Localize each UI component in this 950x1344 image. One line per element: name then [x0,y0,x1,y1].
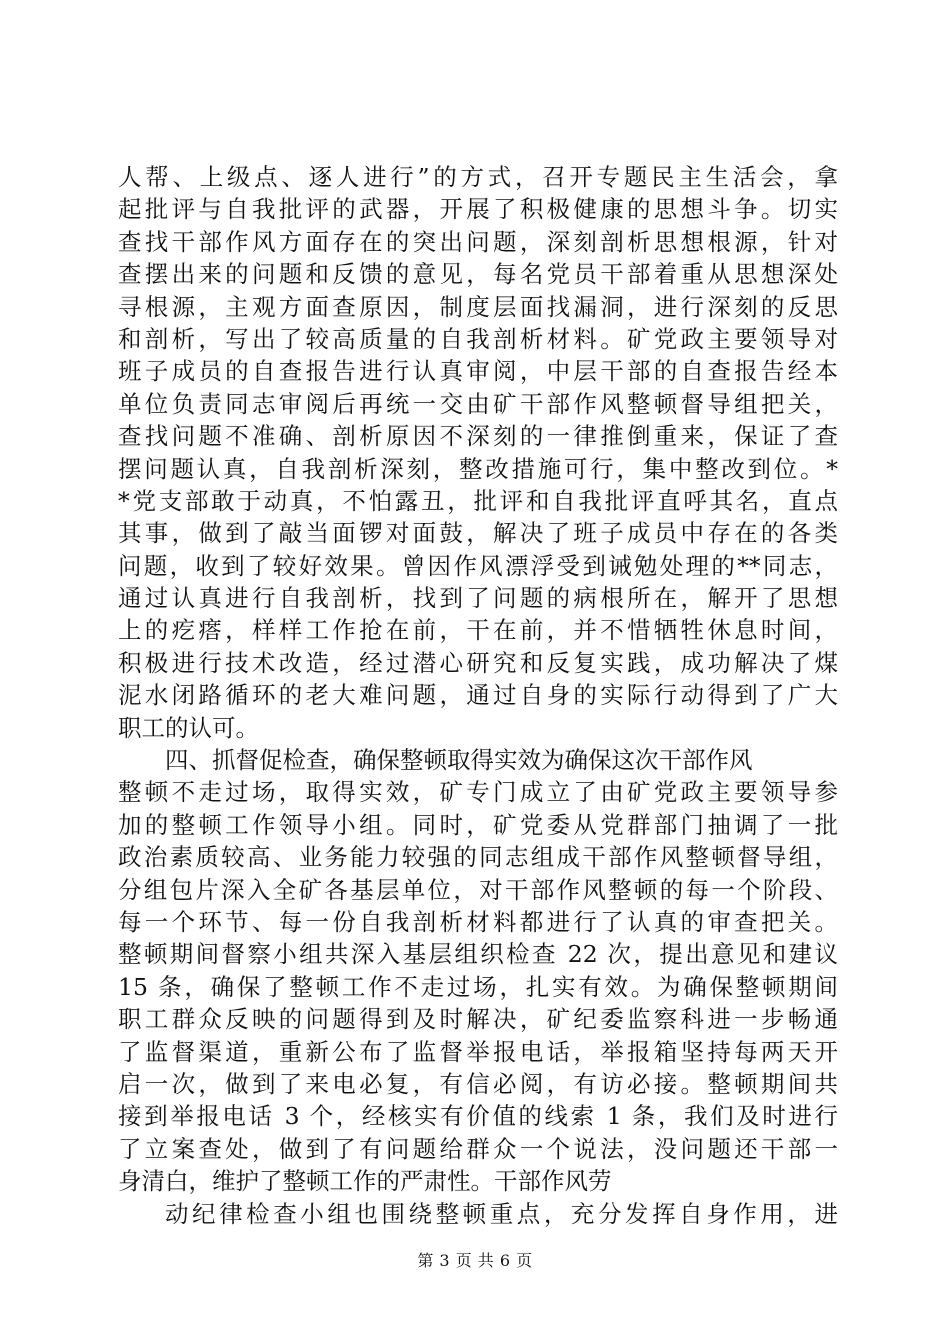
text-line: 摆问题认真，自我剖析深刻，整改措施可行，集中整改到位。* [118,454,838,483]
text-line: 上的疙瘩，样样工作抢在前，干在前，并不惜牺牲休息时间， [118,616,838,645]
body-text [118,161,838,1230]
text-line: 身清白，维护了整顿工作的严肃性。干部作风劳 [118,1167,612,1196]
text-line: 泥水闭路循环的老大难问题，通过自身的实际行动得到了广大 [118,681,838,710]
text-line: 问题，收到了较好效果。曾因作风漂浮受到诫勉处理的**同志， [118,551,838,580]
text-line: 政治素质较高、业务能力较强的同志组成干部作风整顿督导组， [118,843,838,872]
text-line: 15 条，确保了整顿工作不走过场，扎实有效。为确保整顿期间 [118,972,838,1001]
text-line: 积极进行技术改造，经过潜心研究和反复实践，成功解决了煤 [118,648,838,677]
text-line: 和剖析，写出了较高质量的自我剖析材料。矿党政主要领导对 [118,324,838,353]
text-line: 动纪律检查小组也围绕整顿重点，充分发挥自身作用，进 [165,1199,838,1228]
text-line: 查摆出来的问题和反馈的意见，每名党员干部着重从思想深处 [118,260,838,289]
text-line: 启一次，做到了来电必复，有信必阅，有访必接。整顿期间共 [118,1069,838,1098]
page-footer: 第 3 页 共 6 页 [417,1251,533,1270]
text-line: 班子成员的自查报告进行认真审阅，中层干部的自查报告经本 [118,357,838,386]
text-line: 接到举报电话 3 个，经核实有价值的线索 1 条，我们及时进行 [118,1102,838,1131]
text-line: 查找问题不准确、剖析原因不深刻的一律推倒重来，保证了查 [118,422,838,451]
text-line: *党支部敢于动真，不怕露丑，批评和自我批评直呼其名，直点 [118,486,838,515]
text-line: 单位负责同志审阅后再统一交由矿干部作风整顿督导组把关， [118,389,838,418]
text-line: 加的整顿工作领导小组。同时，矿党委从党群部门抽调了一批 [118,810,838,839]
text-line: 了监督渠道，重新公布了监督举报电话，举报箱坚持每两天开 [118,1037,838,1066]
text-line: 整顿不走过场，取得实效，矿专门成立了由矿党政主要领导参 [118,778,838,807]
text-line: 整顿期间督察小组共深入基层组织检查 22 次，提出意见和建议 [118,940,838,969]
text-line: 其事，做到了敲当面锣对面鼓，解决了班子成员中存在的各类 [118,519,838,548]
text-line: 职工的认可。 [118,713,259,742]
text-line: 通过认真进行自我剖析，找到了问题的病根所在，解开了思想 [118,584,838,613]
text-line: 起批评与自我批评的武器，开展了积极健康的思想斗争。切实 [118,195,838,224]
text-line: 四、抓督促检查，确保整顿取得实效为确保这次干部作风 [165,746,753,775]
text-line: 人帮、上级点、逐人进行”的方式，召开专题民主生活会，拿 [118,163,838,191]
text-line: 了立案查处，做到了有问题给群众一个说法，没问题还干部一 [118,1134,838,1163]
text-line: 职工群众反映的问题得到及时解决，矿纪委监察科进一步畅通 [118,1005,838,1034]
text-line: 分组包片深入全矿各基层单位，对干部作风整顿的每一个阶段、 [118,875,838,904]
text-line: 寻根源，主观方面查原因，制度层面找漏洞，进行深刻的反思 [118,292,838,321]
text-line: 每一个环节、每一份自我剖析材料都进行了认真的审查把关。 [118,907,838,936]
text-line: 查找干部作风方面存在的突出问题，深刻剖析思想根源，针对 [118,227,838,256]
